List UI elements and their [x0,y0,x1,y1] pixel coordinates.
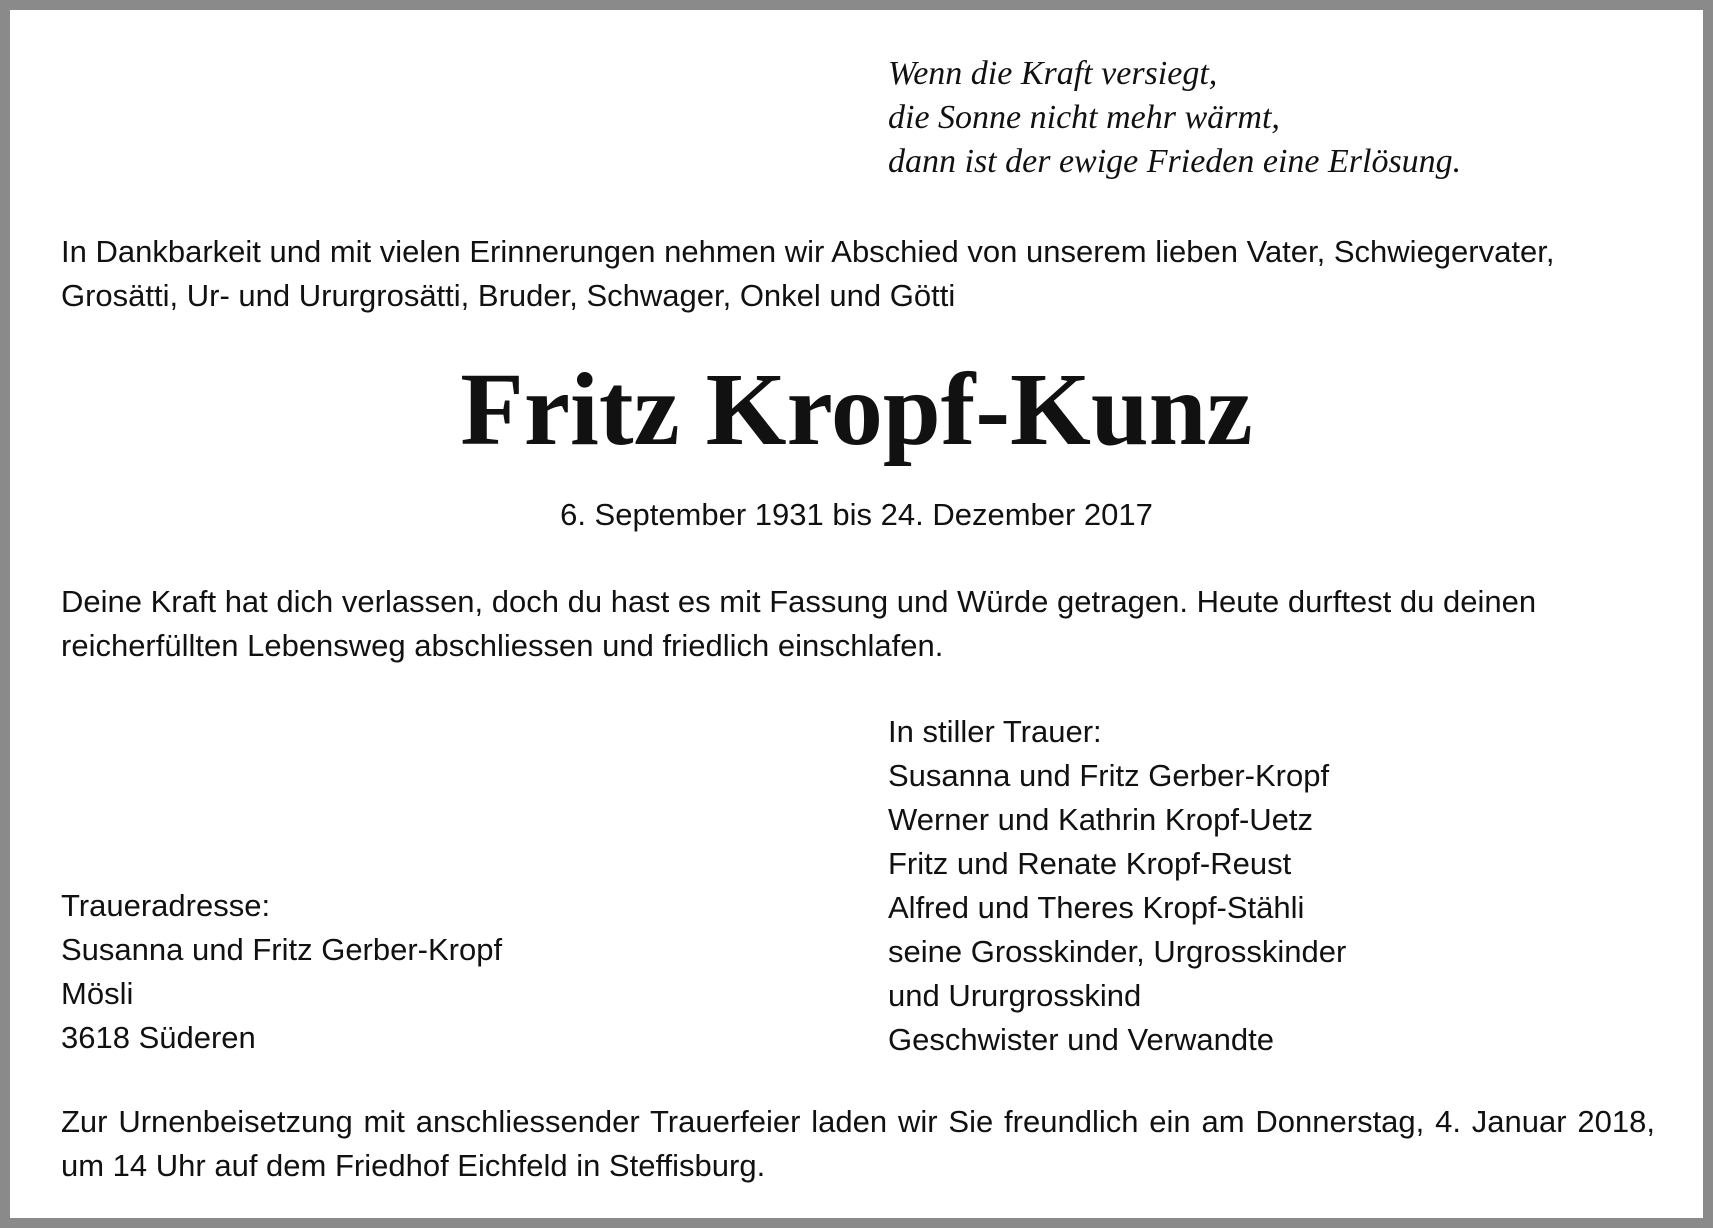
mourner-entry: Susanna und Fritz Gerber-Kropf [888,758,1330,793]
mourner-entry: und Ururgrosskind [888,978,1142,1013]
mourner-entry: seine Grosskinder, Urgrosskinder [888,934,1347,969]
motto-quote [888,52,1461,184]
mourners-list [888,710,1346,1062]
motto-line: Wenn die Kraft versiegt, [888,55,1218,92]
mourner-entry: Geschwister und Verwandte [888,1022,1274,1057]
mourning-address [61,884,502,1060]
address-line: Mösli [61,976,134,1011]
mourner-entry: Fritz und Renate Kropf-Reust [888,846,1292,881]
address-line: Susanna und Fritz Gerber-Kropf [61,932,503,967]
mourner-entry: Werner und Kathrin Kropf-Uetz [888,802,1314,837]
mourners-heading: In stiller Trauer: [888,714,1102,749]
tribute-paragraph: Deine Kraft hat dich verlassen, doch du hast es mit Fassung und Würde getragen. Heute durftest du deinen reicherfüllten Lebensweg abschliessen und friedlich einschlafen. [61,584,1537,663]
deceased-name: Fritz Kropf-Kunz [460,352,1253,467]
address-line: 3618 Süderen [61,1020,256,1055]
address-heading: Traueradresse: [61,888,271,923]
obituary-page [10,10,1703,1218]
motto-line: die Sonne nicht mehr wärmt, [888,99,1280,136]
life-dates: 6. September 1931 bis 24. Dezember 2017 [560,497,1153,532]
intro-paragraph: In Dankbarkeit und mit vielen Erinnerungen nehmen wir Abschied von unserem lieben Vater, Schwiegervater, Grosätti, Ur- und Ururgrosätti, Bruder, Schwager, Onkel und Götti [61,234,1555,313]
motto-line: dann ist der ewige Frieden eine Erlösung. [888,143,1462,180]
mourner-entry: Alfred und Theres Kropf-Stähli [888,890,1305,925]
ceremony-paragraph: Zur Urnenbeisetzung mit anschliessender Trauerfeier laden wir Sie freundlich ein am Donnerstag, 4. Januar 2018, um 14 Uhr auf dem Friedhof Eichfeld in Steffisburg. [61,1104,1655,1183]
